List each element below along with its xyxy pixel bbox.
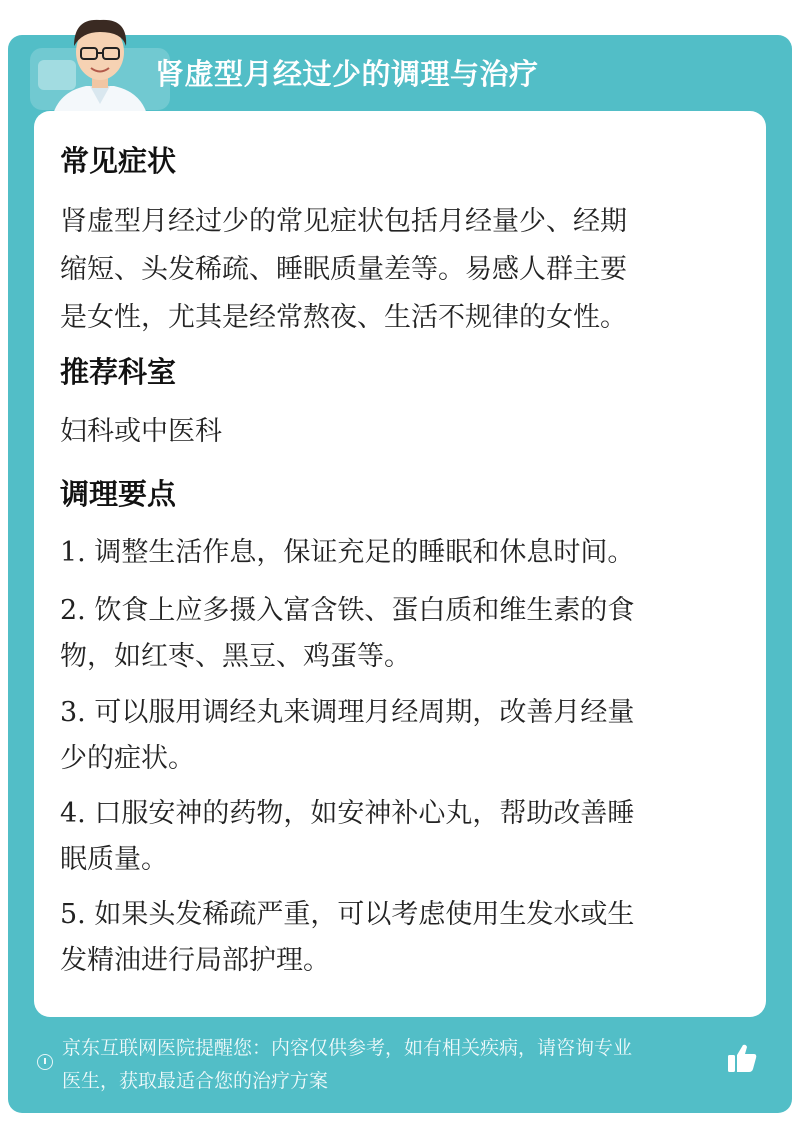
- list-item-number: 4.: [60, 798, 86, 829]
- list-item: [60, 892, 730, 984]
- thumbs-up-icon[interactable]: [724, 1040, 760, 1076]
- info-icon: [37, 1054, 53, 1070]
- disclaimer: [62, 1032, 732, 1098]
- list-item-line: 如果头发稀疏严重，可以考虑使用生发水或生: [94, 899, 635, 930]
- list-item-line: 饮食上应多摄入富含铁、蛋白质和维生素的食: [94, 595, 635, 626]
- department-text: 妇科或中医科: [60, 416, 222, 447]
- list-item-line: 发精油进行局部护理。: [60, 945, 330, 976]
- list-item-line: 调整生活作息，保证充足的睡眠和休息时间。: [94, 537, 635, 568]
- list-item: [60, 530, 730, 576]
- list-item-line: 物，如红枣、黑豆、鸡蛋等。: [60, 641, 411, 672]
- list-item-number: 5.: [60, 899, 86, 930]
- doctor-avatar: [40, 8, 160, 118]
- content-card: [34, 111, 766, 1017]
- list-item-line: 口服安神的药物，如安神补心丸，帮助改善睡: [94, 798, 635, 829]
- list-item-number: 1.: [60, 537, 86, 568]
- section-heading-department: 推荐科室: [60, 355, 177, 389]
- list-item-number: 2.: [60, 595, 86, 626]
- symptoms-text: [60, 198, 730, 342]
- list-item-line: 眠质量。: [60, 844, 168, 875]
- list-item-line: 少的症状。: [60, 743, 195, 774]
- list-item-number: 3.: [60, 697, 86, 728]
- list-item: [60, 791, 730, 883]
- list-item: [60, 690, 730, 782]
- symptoms-line: 是女性，尤其是经常熬夜、生活不规律的女性。: [60, 302, 627, 333]
- disclaimer-line: 京东互联网医院提醒您：内容仅供参考，如有相关疾病，请咨询专业: [62, 1037, 633, 1059]
- symptoms-line: 缩短、头发稀疏、睡眠质量差等。易感人群主要: [60, 254, 627, 285]
- disclaimer-line: 医生，获取最适合您的治疗方案: [62, 1070, 329, 1092]
- list-item: [60, 588, 730, 680]
- page-title: 肾虚型月经过少的调理与治疗: [155, 57, 539, 91]
- list-item-line: 可以服用调经丸来调理月经周期，改善月经量: [94, 697, 635, 728]
- section-heading-care: 调理要点: [60, 477, 177, 511]
- section-heading-symptoms: 常见症状: [60, 144, 177, 178]
- symptoms-line: 肾虚型月经过少的常见症状包括月经量少、经期: [60, 206, 627, 237]
